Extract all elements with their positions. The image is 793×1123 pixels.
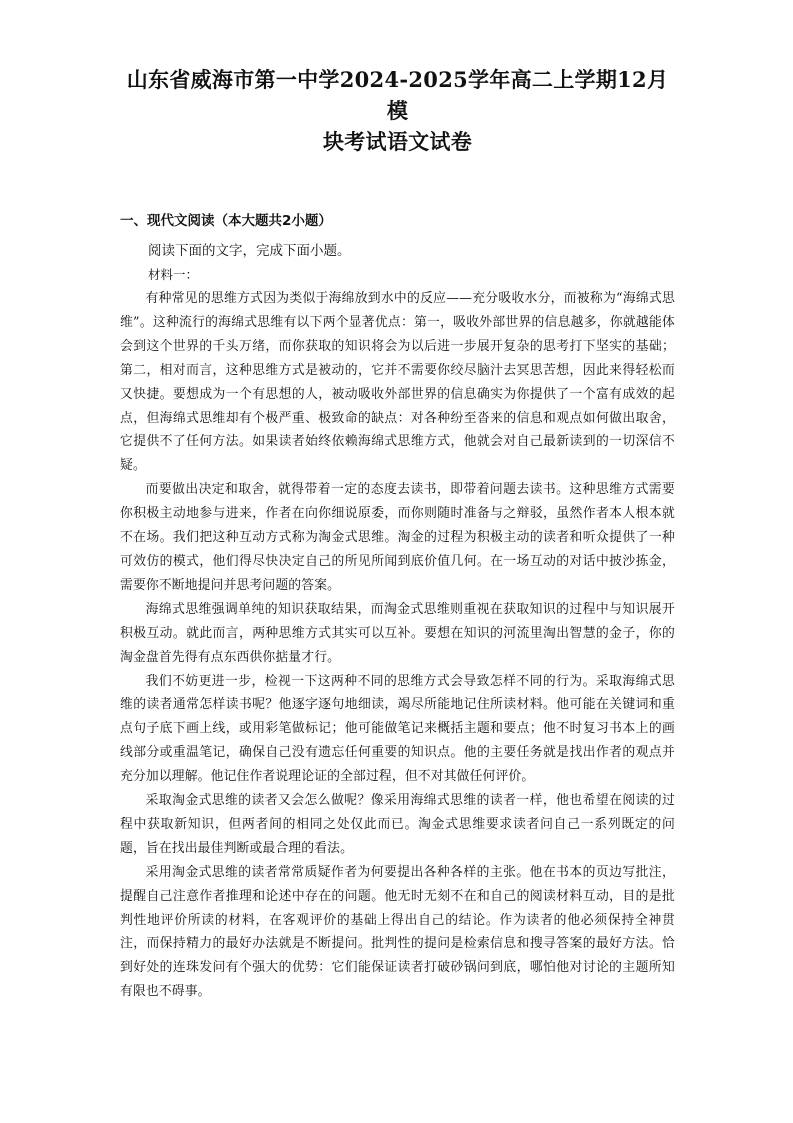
reading-instruction: 阅读下面的文字，完成下面小题。 bbox=[148, 243, 351, 259]
passage-paragraph-2: 而要做出决定和取舍，就得带着一定的态度去读书，即带着问题去读书。这种思维方式需要你积极主动地参与进来，作者在向你细说原委，而你则随时准备与之辩驳，虽然作者本人根本就不在场。我们把这种互动方式称为淘金式思维。淘金的过程为积极主动的读者和听众提供了一种可效仿的模式，他们得尽快决定自己的所见所闻到底价值几何。在一场互动的对话中披沙拣金，需要你不断地提问并思考问题的答案。 bbox=[120, 482, 675, 593]
section-heading: 一、现代文阅读（本大题共2小题） bbox=[120, 213, 332, 229]
title-line-2: 块考试语文试卷 bbox=[322, 129, 473, 154]
passage-paragraph-1: 有种常见的思维方式因为类似于海绵放到水中的反应——充分吸收水分，而被称为“海绵式思维”。这种流行的海绵式思维有以下两个显著优点：第一，吸收外部世界的信息越多，你就越能体会到这个世界的千头万绪，而你获取的知识将会为以后进一步展开复杂的思考打下坚实的基础；第二，相对而言，这种思维方式是被动的，它并不需要你绞尽脑汁去冥思苦想，因此来得轻松而又快捷。要想成为一个有思想的人，被动吸收外部世界的信息确实为你提供了一个富有成效的起点，但海绵式思维却有个极严重、极致命的缺点：对各种纷至沓来的信息和观点如何做出取舍，它提供不了任何方法。如果读者始终依赖海绵式思维方式，他就会对自己最新读到的一切深信不疑。 bbox=[120, 291, 675, 474]
passage-paragraph-6: 采用淘金式思维的读者常常质疑作者为何要提出各种各样的主张。他在书本的页边写批注，提醒自己注意作者推理和论述中存在的问题。他无时无刻不在和自己的阅读材料互动，目的是批判性地评价所读的材料，在客观评价的基础上得出自己的结论。作为读者的他必须保持全神贯注，而保持精力的最好办法就是不断提问。批判性的提问是检索信息和搜寻答案的最好方法。恰到好处的连珠发问有个强大的优势：它们能保证读者打破砂锅问到底，哪怕他对讨论的主题所知有限也不碍事。 bbox=[120, 864, 675, 1000]
passage-paragraph-3: 海绵式思维强调单纯的知识获取结果，而淘金式思维则重视在获取知识的过程中与知识展开积极互动。就此而言，两种思维方式其实可以互补。要想在知识的河流里淘出智慧的金子，你的淘金盘首先得有点东西供你掂量才行。 bbox=[120, 601, 675, 665]
document-title bbox=[120, 64, 675, 157]
passage-paragraph-5: 采取淘金式思维的读者又会怎么做呢？像采用海绵式思维的读者一样，他也希望在阅读的过程中获取新知识，但两者间的相同之处仅此而已。淘金式思维要求读者问自己一系列既定的问题，旨在找出最佳判断或最合理的看法。 bbox=[120, 793, 675, 856]
passage-paragraph-4: 我们不妨更进一步，检视一下这两种不同的思维方式会导致怎样不同的行为。采取海绵式思维的读者通常怎样读书呢？他逐字逐句地细读，竭尽所能地记住所读材料。他可能在关键词和重点句子底下画上线，或用彩笔做标记；他可能做笔记来概括主题和要点；他不时复习书本上的画线部分或重温笔记，确保自己没有遗忘任何重要的知识点。他的主要任务就是找出作者的观点并充分加以理解。他记住作者说理论证的全部过程，但不对其做任何评价。 bbox=[120, 673, 675, 785]
reading-passage bbox=[120, 287, 675, 1004]
title-line-1: 山东省威海市第一中学2024-2025学年高二上学期12月模 bbox=[126, 67, 669, 123]
material-label: 材料一： bbox=[148, 267, 199, 282]
